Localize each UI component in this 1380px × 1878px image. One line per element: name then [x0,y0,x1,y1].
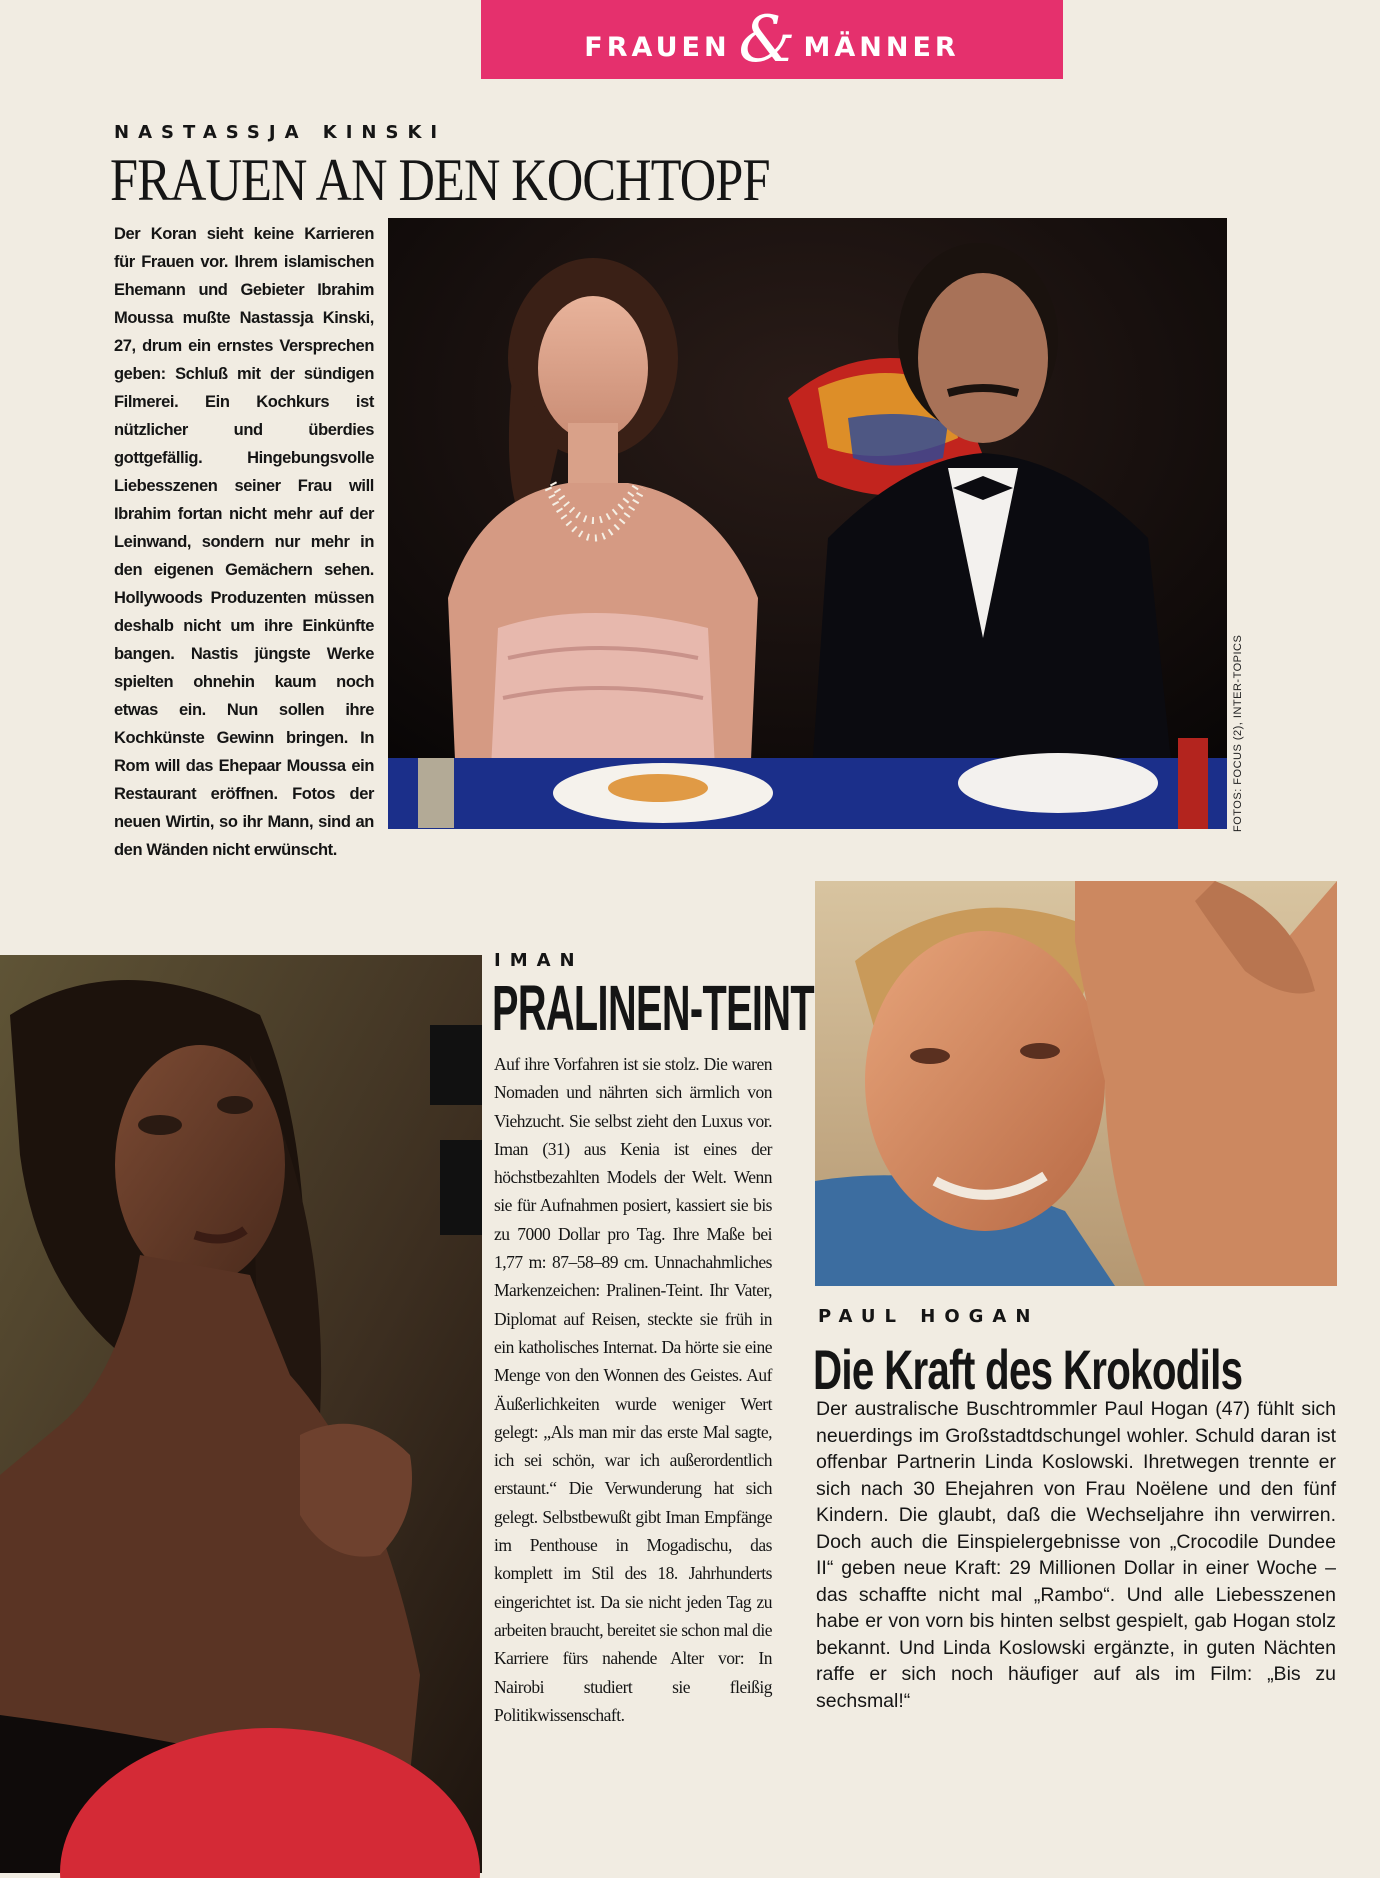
hogan-photo [815,881,1337,1286]
article1-body: Der Koran sieht keine Karrieren für Frauen vor. Ihrem islamischen Ehemann und Gebieter Ibrahim Moussa mußte Nastassja Kinski, 27, drum ein ernstes Versprechen geben: Schluß mit der sündigen Filmerei. Ein Kochkurs ist nützlicher und überdies gottgefällig. Hingebungsvolle Liebesszenen seiner Frau will Ibrahim fortan nicht mehr auf der Leinwand, sondern nur mehr in den eigenen Gemächern sehen. Hollywoods Produzenten müssen deshalb nicht um ihre Einkünfte bangen. Nastis jüngste Werke spielten ohnehin kaum noch etwas ein. Nun sollen ihre Kochkünste Gewinn bringen. In Rom will das Ehepaar Moussa ein Restaurant eröffnen. Fotos der neuen Wirtin, so ihr Mann, sind an den Wänden nicht erwünscht. [114,225,374,859]
kinski-moussa-photo [388,218,1227,829]
article2-kicker: IMAN [494,950,584,971]
article1-kicker: NASTASSJA KINSKI [114,122,447,143]
section-banner [481,0,1063,79]
iman-photo [0,955,482,1873]
article2-title: PRALINEN-TEINT [492,972,814,1044]
photo-credit: FOTOS: FOCUS (2), INTER-TOPICS [1232,634,1244,832]
article3-kicker: PAUL HOGAN [818,1306,1040,1327]
article1-title: FRAUEN AN DEN KOCHTOPF [110,147,770,213]
article3-body: Der australische Buschtrommler Paul Hogan (47) fühlt sich neuerdings im Großstadtdschungel wohler. Schuld daran ist offenbar Partnerin Linda Koslowski. Ihretwegen trennte er sich nach 30 Ehejahren von Frau Noëlene und den fünf Kindern. Die glaubt, daß die Wechseljahre ihn verwirren. Doch auch die Einspielergebnisse von „Crocodile Dundee II“ geben neue Kraft: 29 Millionen Dollar in einer Woche – das schaffte nicht mal „Rambo“. Und alle Liebesszenen habe er von vorn bis hinten selbst gespielt, gab Hogan stolz bekannt. Und Linda Koslowski ergänzte, in guten Nächten raffe er sich noch häufiger auf als im Film: „Bis zu sechsmal!“ [816,1398,1336,1712]
banner-right-word: MÄNNER [803,32,960,63]
banner-ampersand: & [738,2,796,77]
article2-body: Auf ihre Vorfahren ist sie stolz. Die waren Nomaden und nährten sich ärmlich von Viehzucht. Sie selbst zieht den Luxus vor. Iman (31) aus Kenia ist eines der höchstbezahlten Models der Welt. Wenn sie für Aufnahmen posiert, kassiert sie bis zu 7000 Dollar pro Tag. Ihre Maße bei 1,77 m: 87–58–89 cm. Unnachahmliches Markenzeichen: Pralinen-Teint. Ihr Vater, Diplomat auf Reisen, steckte sie früh in ein katholisches Internat. Da hörte sie eine Menge von den Wonnen des Geistes. Auf Äußerlichkeiten wurde weniger Wert gelegt: „Als man mir das erste Mal sagte, ich sei schön, war ich außerordentlich erstaunt.“ Die Verwunderung hat sich gelegt. Selbstbewußt gibt Iman Empfänge im Penthouse in Mogadischu, das komplett im Stil des 18. Jahrhunderts eingerichtet ist. Da sie nicht jeden Tag zu arbeiten braucht, bereitet sie schon mal die Karriere fürs nahende Alter vor: In Nairobi studiert sie fleißig Politikwissenschaft. [494,1054,772,1725]
article3-title: Die Kraft des Krokodils [813,1338,1243,1401]
banner-left-word: FRAUEN [584,32,731,63]
